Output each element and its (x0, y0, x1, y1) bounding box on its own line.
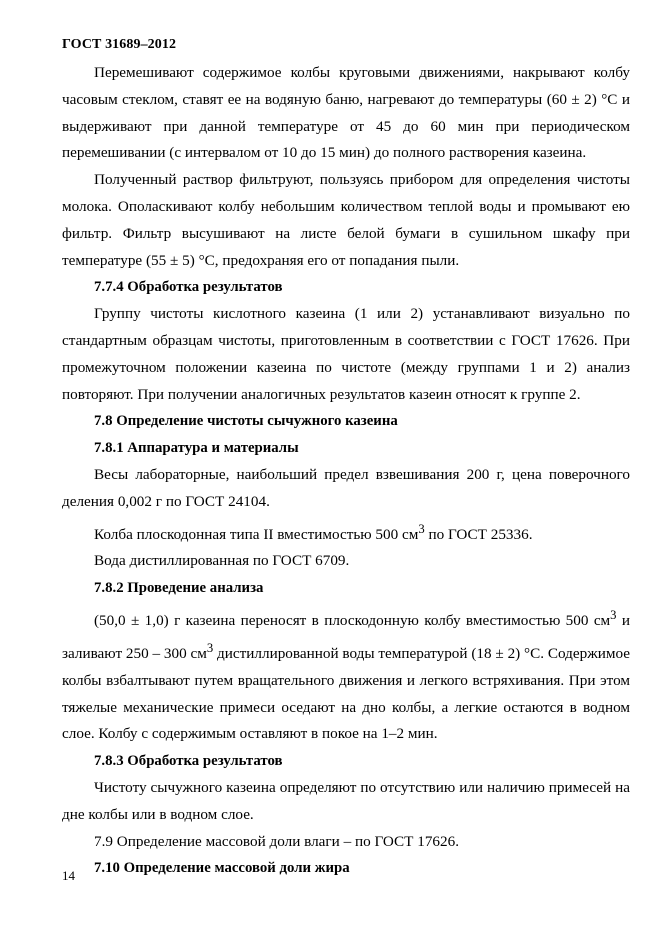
section-heading: 7.7.4 Обработка результатов (94, 279, 283, 296)
paragraph: Чистоту сычужного казеина определяют по отсутствию или наличию примесей на дне колбы или в водном слое. (62, 778, 630, 823)
document-body (62, 60, 630, 882)
page-number: 14 (62, 868, 75, 883)
section-heading: 7.8.3 Обработка результатов (94, 753, 283, 770)
document-header: ГОСТ 31689–2012 (62, 37, 177, 52)
paragraph: Перемешивают содержимое колбы круговыми движениями, накрывают колбу часовым стеклом, ставят ее на водяную баню, нагревают до температуры (60 ± 2) °C и выдерживают при данной температуре от 45 до 60 мин при периодическом перемешивании (с интервалом от 10 до 15 мин) до полного растворения казеина. (62, 64, 630, 162)
text-run: и заливают 250 – 300 см (62, 612, 630, 662)
text-run: дистиллированной воды температурой (18 ± 2) °C. Содержимое колбы взбалтывают путем вращательного движения и легкого встряхивания. При этом тяжелые механические примеси оседают на дно колбы, а легкие остаются в водном слое. Колбу с содержимым оставляют в покое на 1–2 мин. (62, 644, 630, 743)
section-heading: 7.10 Определение массовой доли жира (94, 860, 350, 877)
paragraph: Весы лабораторные, наибольший предел взвешивания 200 г, цена поверочного деления 0,002 г по ГОСТ 24104. (62, 465, 630, 510)
paragraph: Полученный раствор фильтруют, пользуясь прибором для определения чистоты молока. Ополаскивают колбу небольшим количеством теплой воды и промывают ею фильтр. Фильтр высушивают на листе белой бумаги в сушильном шкафу при температуре (55 ± 5) °C, предохраняя его от попадания пыли. (62, 171, 630, 269)
section-heading: 7.8 Определение чистоты сычужного казеина (94, 413, 398, 430)
paragraph (62, 602, 630, 748)
paragraph (62, 516, 630, 549)
text-run: (50,0 ± 1,0) г казеина переносят в плоскодонную колбу вместимостью 500 см (94, 612, 611, 630)
section-heading: 7.8.1 Аппаратура и материалы (94, 440, 299, 457)
superscript: 3 (610, 608, 617, 622)
paragraph: Группу чистоты кислотного казеина (1 или 2) устанавливают визуально по стандартным образцам чистоты, приготовленным в соответствии с ГОСТ 17626. При промежуточном положении казеина по чистоте (между группами 1 и 2) анализ повторяют. При получении аналогичных результатов казеин относят к группе 2. (62, 305, 630, 403)
superscript: 3 (418, 521, 425, 536)
text-run: Колба плоскодонная типа II вместимостью 500 см (94, 525, 419, 543)
section-heading: 7.9 Определение массовой доли влаги – по ГОСТ 17626. (94, 832, 460, 850)
superscript: 3 (206, 640, 214, 655)
section-heading: 7.8.2 Проведение анализа (94, 580, 264, 597)
text-run: по ГОСТ 25336. (424, 525, 533, 543)
paragraph: Вода дистиллированная по ГОСТ 6709. (94, 552, 350, 570)
